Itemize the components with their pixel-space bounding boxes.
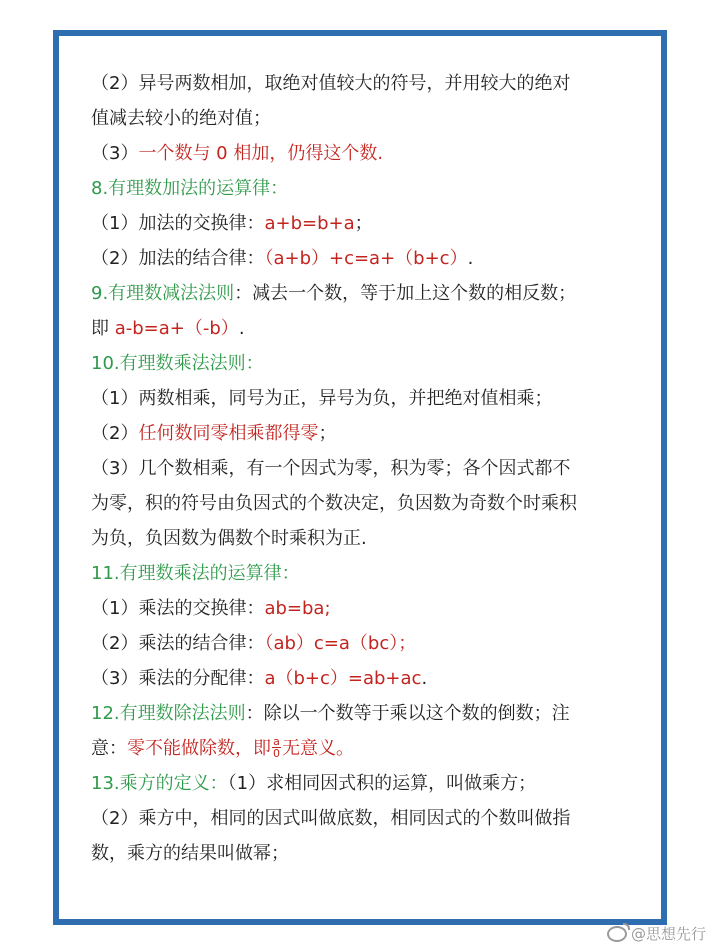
text: 为零，积的符号由负因式的个数决定，负因数为奇数个时乘积 xyxy=(91,493,577,514)
text: （2）加法的结合律： xyxy=(91,248,265,269)
text: （2） xyxy=(91,423,139,444)
text: . xyxy=(467,248,474,269)
text-line xyxy=(91,381,639,416)
highlight-text: 一个数与 0 相加，仍得这个数. xyxy=(138,143,384,164)
text-line xyxy=(91,101,639,136)
text: . xyxy=(421,668,428,689)
text-line xyxy=(91,206,639,241)
notes-body xyxy=(91,66,639,871)
text-line xyxy=(91,416,639,451)
highlight-text: 任何数同零相乘都得零 xyxy=(138,423,319,444)
text-line xyxy=(91,661,639,696)
heading-text: 13.乘方的定义： xyxy=(91,773,228,794)
text: （2）异号两数相加，取绝对值较大的符号，并用较大的绝对 xyxy=(91,73,571,94)
text-line xyxy=(91,521,639,556)
fraction-denominator: 0 xyxy=(273,746,280,760)
text: （3）乘法的分配律： xyxy=(91,668,265,689)
text-line xyxy=(91,486,639,521)
section-heading xyxy=(91,346,639,381)
weibo-watermark xyxy=(607,923,706,944)
section-heading xyxy=(91,556,639,591)
fraction-numerator: a xyxy=(273,734,280,748)
formula: （ab）c=a（bc）； xyxy=(264,633,417,654)
text: 为负，负因数为偶数个时乘积为正. xyxy=(91,528,367,549)
heading-text: 11.有理数乘法的运算律： xyxy=(91,563,300,584)
text: ； xyxy=(318,423,337,444)
text-line xyxy=(91,451,639,486)
text: （3）几个数相乘，有一个因式为零，积为零；各个因式都不 xyxy=(91,458,571,479)
text-line xyxy=(91,836,639,871)
text: （3） xyxy=(91,143,139,164)
text: （1）求相同因式积的运算，叫做乘方； xyxy=(227,773,537,794)
text-line xyxy=(91,801,639,836)
formula: a-b=a+（-b） xyxy=(114,318,239,339)
text-line xyxy=(91,591,639,626)
text-line xyxy=(91,626,639,661)
formula: ab=ba; xyxy=(264,598,331,619)
text: 即 xyxy=(91,318,115,339)
text: （2）乘法的结合律： xyxy=(91,633,265,654)
text: （1）加法的交换律： xyxy=(91,213,265,234)
text-line xyxy=(91,731,639,766)
heading-text: 10.有理数乘法法则： xyxy=(91,353,264,374)
text: ：减去一个数，等于加上这个数的相反数； xyxy=(234,283,577,304)
content-frame xyxy=(53,30,667,925)
text: （1）乘法的交换律： xyxy=(91,598,265,619)
text: （2）乘方中，相同的因式叫做底数，相同因式的个数叫做指 xyxy=(91,808,571,829)
formula: （a+b）+c=a+（b+c） xyxy=(264,248,468,269)
section-heading xyxy=(91,276,639,311)
text-line xyxy=(91,241,639,276)
text-line xyxy=(91,136,639,171)
text: ：除以一个数等于乘以这个数的倒数；注 xyxy=(245,703,570,724)
text: 意： xyxy=(91,738,127,759)
highlight-text: 零不能做除数，即 xyxy=(127,738,271,759)
weibo-icon xyxy=(607,926,627,942)
heading-text: 12.有理数除法法则 xyxy=(91,703,246,724)
text-line xyxy=(91,311,639,346)
highlight-text: 无意义。 xyxy=(282,738,354,759)
text: . xyxy=(238,318,245,339)
fraction xyxy=(272,736,281,759)
text: （1）两数相乘，同号为正，异号为负，并把绝对值相乘； xyxy=(91,388,553,409)
text: 值减去较小的绝对值； xyxy=(91,108,271,129)
section-heading xyxy=(91,171,639,206)
text: ； xyxy=(354,213,373,234)
section-heading xyxy=(91,766,639,801)
heading-text: 9.有理数减法法则 xyxy=(91,283,235,304)
formula: a（b+c）=ab+ac xyxy=(264,668,422,689)
section-heading xyxy=(91,696,639,731)
heading-text: 8.有理数加法的运算律： xyxy=(91,178,289,199)
text: 数，乘方的结果叫做幂； xyxy=(91,843,289,864)
text-line xyxy=(91,66,639,101)
formula: a+b=b+a xyxy=(264,213,355,234)
watermark-text: @思想先行 xyxy=(630,925,706,943)
